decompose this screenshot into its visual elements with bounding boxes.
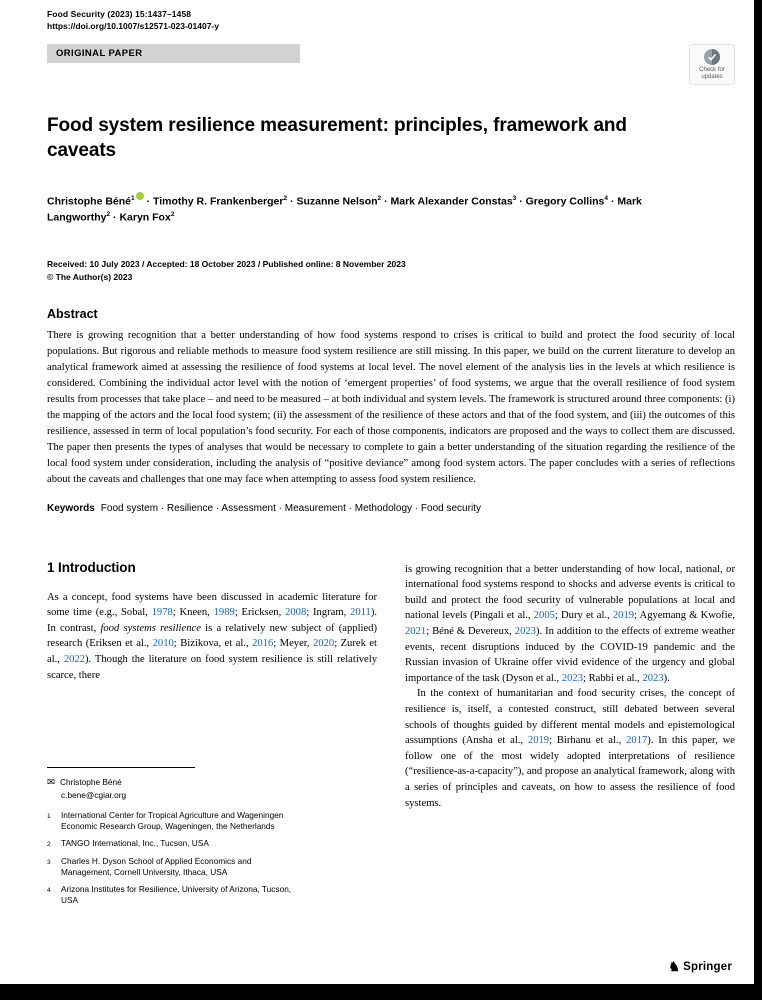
text-segment: As a concept, food systems have been discussed in academic literature for some time (e.g., Sobal, xyxy=(47,591,377,619)
text-segment: 1 xyxy=(131,195,135,203)
footnotes-block xyxy=(47,767,377,906)
text-segment: ; Zurek et al., xyxy=(47,638,377,665)
text-segment: ). In this paper, we follow one of the most widely adopted interpretations of resilience (“resilience-as-a-capacity”), and propose an analytical framework, along with a series of principles and caveats, on how to assess the resilience of food systems. xyxy=(405,735,735,809)
doi-link[interactable]: https://doi.org/10.1007/s12571-023-01407-y xyxy=(47,21,219,31)
citation-link[interactable]: 2019 xyxy=(612,610,635,622)
journal-reference: Food Security (2023) 15:1437–1458 xyxy=(47,9,192,19)
citation-link[interactable]: 2021 xyxy=(405,625,427,637)
text-segment: food systems resilience xyxy=(100,622,201,634)
right-column xyxy=(405,560,735,906)
text-segment: is a relatively new subject of (applied) research (Eriksen et al., xyxy=(47,622,377,650)
text-segment: ; Bizikova, et al., xyxy=(173,638,253,650)
abstract-text: There is growing recognition that a better understanding of how food systems respond to crises is critical to build and protect the food security of local populations. But rigorous and reliable methods to measure food system resilience are still missing. In this paper, we build on the current literature to develop an analytical framework aimed at assessing the resilience of food systems at local level. The novel element of the analysis lies in the levels at which resilience is considered. Combining the individual actor level with the notion of ‘emergent properties’ of food systems, we argue that the overall resilience of food system results from processes that take place – and need to be measured – at both individual and system levels. The framework is structured around three components: (i) the mapping of the actors and the local food system; (ii) the assessment of the resilience of these actors and that of the food system, and (iii) the outcomes of this resilience, assessed in term of local population’s food security. For each of those components, indicators are proposed and the ways to collect them are discussed. The paper then presents the types of analyses that would be necessary to complete to gain a better understanding of the situation regarding the resilience of the local food system under consideration, including the analysis of “positive deviance” among food system actors. The paper concludes with a series of reflections about the caveats and challenges that one may face when attempting to assess food system resilience. xyxy=(47,329,735,485)
text-segment: · Mark Langworthy xyxy=(47,195,642,224)
left-column xyxy=(47,560,377,906)
text-segment: ; Dury et al., xyxy=(554,610,613,622)
intro-columns xyxy=(47,560,735,906)
springer-horse-icon: ♞ xyxy=(668,959,681,974)
affiliation-number: 3 xyxy=(47,858,51,866)
copyright-line: © The Author(s) 2023 xyxy=(47,271,133,282)
citation-link[interactable]: 2020 xyxy=(313,638,335,650)
citation-link[interactable]: 2023 xyxy=(561,672,583,684)
text-segment: ). In contrast, xyxy=(47,607,377,634)
text-segment: ; Ericksen, xyxy=(234,607,286,619)
intro-paragraph-right-2 xyxy=(405,686,735,811)
citation-link[interactable]: 2017 xyxy=(626,735,648,747)
text-segment: 2 xyxy=(106,210,111,218)
text-segment: ). Though the literature on food system resilience is still relatively scarce, there xyxy=(47,653,378,681)
text-segment: ). xyxy=(663,672,670,684)
dates-line: Received: 10 July 2023 / Accepted: 18 October 2023 / Published online: 8 November 2023 xyxy=(47,258,406,269)
text-segment: · Karyn Fox xyxy=(110,211,171,224)
citation-link[interactable]: 2011 xyxy=(350,607,371,619)
correspondence-email[interactable]: c.bene@cgiar.org xyxy=(61,789,127,800)
text-segment: 3 xyxy=(512,195,517,203)
crossmark-icon xyxy=(704,49,720,65)
text-segment: ; Birhanu et al., xyxy=(549,735,627,747)
crossmark-badge[interactable] xyxy=(689,44,735,85)
correspondence-row xyxy=(47,777,377,788)
text-segment: ). In addition to the effects of extreme weather events, recent disruptions induced by the COVID-19 pandemic and the Russian invasion of Ukraine offer vivid evidence of the urgency and global importance of the task (Dyson et al., xyxy=(405,625,735,684)
text-segment: · Gregory Collins xyxy=(516,195,605,208)
article-title: Food system resilience measurement: principles, framework and caveats xyxy=(47,115,627,162)
springer-wordmark: Springer xyxy=(683,960,732,973)
text-segment: 2 xyxy=(377,195,382,203)
header-row xyxy=(47,44,735,85)
citation-link[interactable]: 2010 xyxy=(152,638,174,650)
keywords-list: Food system · Resilience · Assessment · Measurement · Methodology · Food security xyxy=(100,502,481,514)
text-segment: · Timothy R. Frankenberger xyxy=(143,195,284,208)
crossmark-label: Check for updates xyxy=(699,67,725,80)
affiliation-text: Charles H. Dyson School of Applied Economics and Management, Cornell University, Ithaca, USA xyxy=(61,855,252,877)
citation-link[interactable]: 1989 xyxy=(213,607,235,619)
springer-logo xyxy=(668,960,732,973)
orcid-icon xyxy=(136,192,144,200)
affiliation-number: 2 xyxy=(47,840,51,848)
text-segment: ; Ingram, xyxy=(306,607,351,619)
citation-link[interactable]: 2008 xyxy=(285,607,307,619)
footnote-rule xyxy=(47,767,195,768)
citation-link[interactable]: 2019 xyxy=(527,735,550,747)
affiliation-number: 1 xyxy=(47,812,51,820)
article-type-badge: ORIGINAL PAPER xyxy=(47,44,300,63)
affiliation-text: International Center for Tropical Agriculture and Wageningen Economic Research Group, Wageningen, the Netherlands xyxy=(61,809,284,831)
abstract-heading: Abstract xyxy=(47,306,98,321)
text-segment: In the context of humanitarian and food security crises, the concept of resilience is, itself, a contested construct, still debated between several schools of thoughts guided by different mental models and epistemological assumptions (Ansha et al., xyxy=(405,688,735,747)
text-segment: 2 xyxy=(283,195,288,203)
citation-link[interactable]: 1978 xyxy=(151,607,173,619)
citation-link[interactable]: 2005 xyxy=(533,610,555,622)
affiliation-text: Arizona Institutes for Resilience, University of Arizona, Tucson, USA xyxy=(61,883,292,905)
intro-heading: 1 Introduction xyxy=(47,559,136,575)
keywords-line xyxy=(47,503,735,514)
text-segment: is growing recognition that a better understanding of how local, national, or international food systems respond to shocks and adverse events is critical to build and protect the food security of vulnerable populations at local and national levels (Pingali et al., xyxy=(405,563,735,622)
affiliation-row xyxy=(47,884,377,906)
citation-link[interactable]: 2022 xyxy=(63,653,86,665)
affiliation-row xyxy=(47,810,377,832)
citation-link[interactable]: 2016 xyxy=(252,638,274,650)
correspondence-name: Christophe Béné xyxy=(59,776,122,787)
envelope-icon: ✉ xyxy=(47,776,55,788)
text-segment: 2 xyxy=(170,210,175,218)
citation-link[interactable]: 2023 xyxy=(514,625,536,637)
affiliation-text: TANGO International, Inc., Tucson, USA xyxy=(61,837,209,848)
keywords-label: Keywords xyxy=(47,502,95,514)
intro-paragraph-left xyxy=(47,590,377,684)
affiliation-row xyxy=(47,856,377,878)
text-segment: ; Kneen, xyxy=(172,607,214,619)
affiliations-list xyxy=(47,810,377,906)
text-segment: ; Béné & Devereux, xyxy=(426,625,515,637)
intro-paragraph-right-1 xyxy=(405,562,735,687)
text-segment: ; Meyer, xyxy=(273,638,313,650)
text-segment: · Mark Alexander Constas xyxy=(381,195,513,208)
authors-line xyxy=(47,192,672,225)
text-segment: · Suzanne Nelson xyxy=(287,195,378,208)
text-segment: 4 xyxy=(604,195,609,203)
citation-link[interactable]: 2023 xyxy=(642,672,664,684)
affiliation-number: 4 xyxy=(47,886,51,894)
affiliation-row xyxy=(47,838,377,850)
text-segment: ; Rabbi et al., xyxy=(583,672,643,684)
text-segment: Christophe Béné xyxy=(47,195,132,208)
text-segment: ; Agyemang & Kwofie, xyxy=(634,610,735,622)
